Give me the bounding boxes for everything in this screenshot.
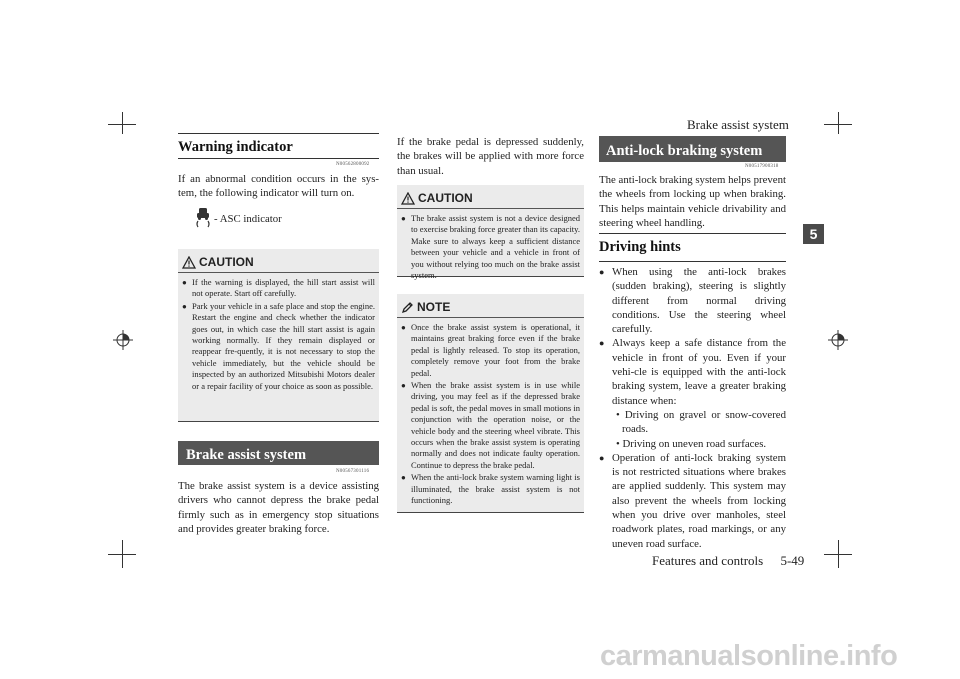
divider — [178, 272, 379, 273]
warning-triangle-icon — [182, 256, 196, 269]
note-box — [397, 294, 584, 513]
section-title-warning-indicator: Warning indicator — [178, 133, 379, 159]
running-footer — [652, 553, 804, 569]
crop-mark — [824, 554, 852, 555]
sub-item: • Driving on uneven road surfaces. — [616, 437, 767, 450]
chapter-tab: 5 — [803, 224, 824, 244]
caution-list — [182, 277, 375, 392]
section-code: N00562800092 — [336, 162, 370, 167]
registration-mark-icon — [113, 330, 133, 350]
list-item-text: Always keep a safe distance from the vehicle in front of you. Even if your vehi-cle is equipped with the anti-lock braking system, leave a greater braking distance when: — [612, 337, 786, 407]
list-item: ● Operation of anti-lock braking system is not restricted situations where brakes are applied suddenly. This system may also prevent the wheels from locking when you drive over manholes, steel roadwork plates, road markings, or any uneven road surface. — [599, 451, 786, 551]
list-item: ● When the brake assist system is in use while driving, you may feel as if the depressed brake pedal is soft, the pedal moves in small motions in conjunction with the operation noise, or the vehicle body and the steering wheel vibrate. This occurs when the brake assist system is operating normally and does not indicate faulty operation. Continue to depress the brake pedal. — [401, 380, 580, 471]
running-header: Brake assist system — [687, 117, 789, 132]
abs-description: The anti-lock braking system helps prevent the wheels from locking up when braking. This helps maintain vehicle drivability and steering wheel handling. — [599, 174, 786, 229]
section-title-driving-hints: Driving hints — [599, 233, 786, 262]
brake-assist-intro: If the brake pedal is depressed suddenly, the brakes will be applied with more force than usual. — [397, 136, 584, 177]
warning-description: If an abnormal condition occurs in the sys-tem, the following indicator will turn on. — [178, 173, 379, 200]
note-header — [401, 300, 580, 314]
list-item: ● The brake assist system is not a device designed to exercise braking force greater than its capacity. Make sure to always keep a sufficient distance between your vehicle and a vehicle in front of you without relying too much on the brake assist system. — [401, 213, 580, 281]
caution-header — [401, 191, 580, 205]
asc-indicator-label: - ASC indicator — [214, 213, 282, 225]
note-list — [401, 322, 580, 507]
crop-mark — [838, 112, 839, 134]
brake-assist-description: The brake assist system is a device assisting drivers who cannot depress the brake pedal firmly such as in emergency stop situations and provides greater braking force. — [178, 480, 379, 535]
crop-mark — [108, 554, 136, 555]
crop-mark — [824, 124, 852, 125]
note-label: NOTE — [417, 300, 451, 314]
driving-hints-list — [599, 265, 786, 551]
list-item: ● If the warning is displayed, the hill start assist will not operate. Start off carefully. — [182, 277, 375, 300]
sub-item: • Driving on gravel or snow-covered roads. — [616, 408, 786, 436]
divider — [397, 317, 584, 318]
crop-mark — [108, 124, 136, 125]
asc-indicator-icon — [194, 207, 212, 229]
registration-mark-icon — [828, 330, 848, 350]
section-title-anti-lock-braking: Anti-lock braking system — [599, 136, 786, 162]
caution-header — [182, 255, 375, 269]
list-item — [599, 336, 786, 450]
list-item: ● Once the brake assist system is operational, it maintains great braking force even if the brake pedal is lightly released. To stop its operation, completely remove your foot from the brake pedal. — [401, 322, 580, 379]
pencil-icon — [401, 301, 414, 314]
caution-label: CAUTION — [199, 255, 254, 269]
page-number: 5-49 — [780, 553, 805, 568]
list-item: ● When using the anti-lock brakes (sudden braking), steering is slightly different from normal driving conditions. Use the steering wheel carefully. — [599, 265, 786, 336]
list-item: ● Park your vehicle in a safe place and stop the engine. Restart the engine and check whether the indicator goes out, in which case the hill start assist is again working normally. If they remain displayed or reappear fre-quently, it is not necessary to stop the vehicle immediately, but the vehicle should be inspected by an authorized Mitsubishi Motors dealer or a repair facility of your choice as soon as possible. — [182, 301, 375, 392]
warning-triangle-icon — [401, 192, 415, 205]
divider — [397, 208, 584, 209]
watermark: carmanualsonline.info — [600, 640, 898, 672]
section-title-brake-assist: Brake assist system — [178, 441, 379, 465]
crop-mark — [122, 112, 123, 134]
section-code: N00567301116 — [336, 469, 370, 474]
caution-label: CAUTION — [418, 191, 473, 205]
list-item: ● When the anti-lock brake system warning light is illuminated, the brake assist system is not functioning. — [401, 472, 580, 506]
caution-list — [401, 213, 580, 281]
caution-box — [178, 249, 379, 422]
caution-box — [397, 185, 584, 281]
section-code: N00517900318 — [745, 164, 779, 169]
footer-label: Features and controls — [652, 553, 764, 568]
